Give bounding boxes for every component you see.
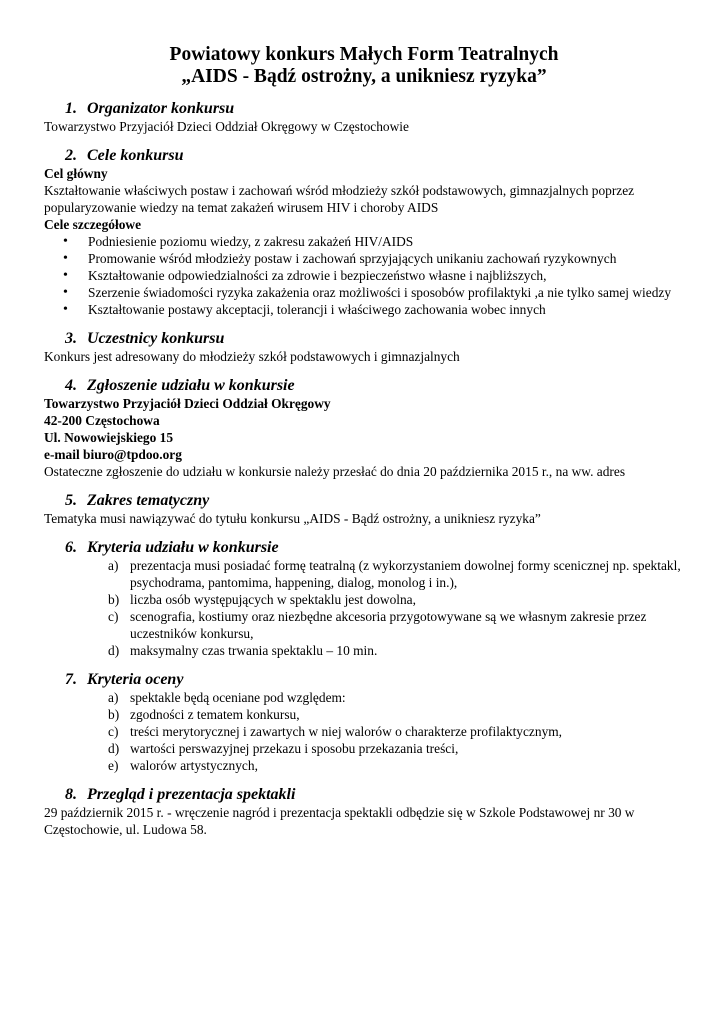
list-item	[44, 706, 684, 723]
document-page	[44, 44, 684, 838]
list-item	[44, 591, 684, 608]
list-item-text: zgodności z tematem konkursu,	[130, 707, 300, 722]
section-participants	[44, 329, 684, 365]
list-marker: b)	[108, 707, 120, 722]
list-item	[44, 301, 684, 318]
list-item-text: Szerzenie świadomości ryzyka zakażenia oraz możliwości i sposobów profilaktyki ,a nie tylko samej wiedzy	[88, 285, 672, 300]
specific-goals-list	[44, 233, 684, 318]
list-item	[44, 284, 684, 301]
list-item-text: walorów artystycznych,	[130, 758, 258, 773]
list-marker: b)	[108, 592, 120, 607]
section-participation-criteria	[44, 538, 684, 659]
section-theme	[44, 491, 684, 527]
bullet-icon: •	[63, 234, 68, 249]
list-item	[44, 689, 684, 706]
list-item	[44, 740, 684, 757]
main-goal-label: Cel główny	[44, 166, 108, 181]
organizer-text: Towarzystwo Przyjaciół Dzieci Oddział Okręgowy w Częstochowie	[44, 119, 409, 134]
section-number: 1.	[65, 100, 77, 117]
section-title: Zgłoszenie udziału w konkursie	[87, 377, 295, 394]
list-marker: e)	[108, 758, 119, 773]
list-item-text: scenografia, kostiumy oraz niezbędne akcesoria przygotowywane są we własnym zakresie przez uczestników konkursu,	[130, 609, 647, 641]
section-heading	[65, 146, 684, 165]
section-organizer	[44, 99, 684, 135]
list-item-text: Podniesienie poziomu wiedzy, z zakresu zakażeń HIV/AIDS	[88, 234, 414, 249]
section-heading	[65, 491, 684, 510]
section-heading	[65, 538, 684, 557]
section-goals	[44, 146, 684, 318]
review-text: 29 październik 2015 r. - wręczenie nagród i prezentacja spektakli odbędzie się w Szkole Podstawowej nr 30 w Częstochowie, ul. Ludowa 58.	[44, 805, 635, 837]
section-number: 7.	[65, 671, 77, 688]
section-heading	[65, 670, 684, 689]
bullet-icon: •	[63, 268, 68, 283]
list-item	[44, 608, 684, 642]
section-number: 4.	[65, 377, 77, 394]
registration-deadline-text: Ostateczne zgłoszenie do udziału w konkursie należy przesłać do dnia 20 października 2015 r., na ww. adres	[44, 464, 626, 479]
list-item	[44, 557, 684, 591]
list-marker: d)	[108, 741, 120, 756]
section-heading	[65, 785, 684, 804]
list-item-text: spektakle będą oceniane pod względem:	[130, 690, 346, 705]
list-item	[44, 757, 684, 774]
section-heading	[65, 99, 684, 118]
list-marker: a)	[108, 558, 119, 573]
section-number: 3.	[65, 330, 77, 347]
list-item-text: Promowanie wśród młodzieży postaw i zachowań sprzyjających unikaniu zachowań ryzykownych	[88, 251, 617, 266]
section-number: 2.	[65, 147, 77, 164]
section-heading	[65, 376, 684, 395]
participants-text: Konkurs jest adresowany do młodzieży szkół podstawowych i gimnazjalnych	[44, 349, 460, 364]
page-subtitle: „AIDS - Bądź ostrożny, a unikniesz ryzyka”	[181, 66, 547, 87]
list-marker: d)	[108, 643, 120, 658]
list-item-text: Kształtowanie odpowiedzialności za zdrowie i bezpieczeństwo własne i najbliższych,	[88, 268, 547, 283]
section-title: Organizator konkursu	[87, 100, 235, 117]
section-number: 8.	[65, 786, 77, 803]
bullet-icon: •	[63, 302, 68, 317]
address-city: 42-200 Częstochowa	[44, 413, 160, 428]
list-item-text: liczba osób występujących w spektaklu jest dowolna,	[130, 592, 416, 607]
list-marker: c)	[108, 724, 119, 739]
list-item-text: wartości perswazyjnej przekazu i sposobu przekazania treści,	[130, 741, 459, 756]
section-title: Kryteria oceny	[87, 671, 184, 688]
list-item-text: Kształtowanie postawy akceptacji, tolerancji i właściwego zachowania wobec innych	[88, 302, 546, 317]
address-email: e-mail biuro@tpdoo.org	[44, 447, 182, 462]
section-title: Cele konkursu	[87, 147, 184, 164]
theme-text: Tematyka musi nawiązywać do tytułu konkursu „AIDS - Bądź ostrożny, a unikniesz ryzyka”	[44, 511, 541, 526]
main-goal-text: Kształtowanie właściwych postaw i zachowań wśród młodzieży szkół podstawowych, gimnazjalnych poprzez popularyzowanie wiedzy na temat zakażeń wirusem HIV i choroby AIDS	[44, 183, 635, 215]
page-title: Powiatowy konkurs Małych Form Teatralnych	[169, 44, 559, 65]
list-item-text: maksymalny czas trwania spektaklu – 10 min.	[130, 643, 378, 658]
list-marker: c)	[108, 609, 119, 624]
section-title: Uczestnicy konkursu	[87, 330, 225, 347]
list-item	[44, 233, 684, 250]
section-title: Zakres tematyczny	[87, 492, 210, 509]
section-title: Kryteria udziału w konkursie	[87, 539, 279, 556]
section-review	[44, 785, 684, 838]
specific-goals-label: Cele szczegółowe	[44, 217, 142, 232]
bullet-icon: •	[63, 285, 68, 300]
section-number: 5.	[65, 492, 77, 509]
participation-criteria-list	[44, 557, 684, 659]
list-item	[44, 250, 684, 267]
list-item-text: treści merytorycznej i zawartych w niej walorów o charakterze profilaktycznym,	[130, 724, 563, 739]
section-evaluation-criteria	[44, 670, 684, 774]
section-title: Przegląd i prezentacja spektakli	[87, 786, 296, 803]
bullet-icon: •	[63, 251, 68, 266]
address-organization: Towarzystwo Przyjaciół Dzieci Oddział Okręgowy	[44, 396, 331, 411]
list-item	[44, 267, 684, 284]
list-item	[44, 723, 684, 740]
list-marker: a)	[108, 690, 119, 705]
section-number: 6.	[65, 539, 77, 556]
evaluation-criteria-list	[44, 689, 684, 774]
address-street: Ul. Nowowiejskiego 15	[44, 430, 174, 445]
section-heading	[65, 329, 684, 348]
list-item	[44, 642, 684, 659]
section-registration	[44, 376, 684, 480]
list-item-text: prezentacja musi posiadać formę teatralną (z wykorzystaniem dowolnej formy scenicznej np. spektakl, psychodrama, pantomima, happening, dialog, monolog i in.),	[130, 558, 681, 590]
